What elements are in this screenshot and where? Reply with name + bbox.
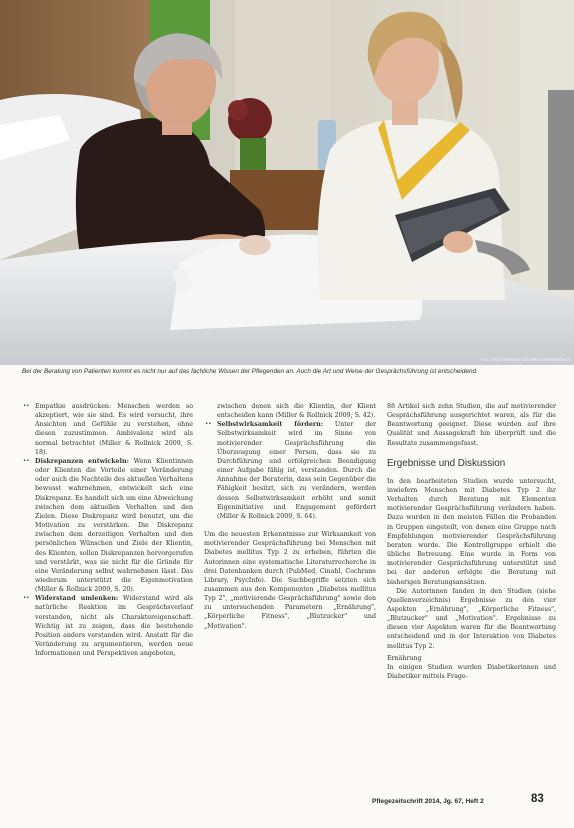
figure-caption: Bei der Beratung von Patienten kommt es nicht nur auf das fachliche Wissen der Pflegenden an. Auch die Art und Weise der Gesprächsführung ist entscheidend. bbox=[22, 368, 478, 375]
list-item-continuation: zwischen denen sich die Klientin, der Klient entscheiden kann (Miller & Rollnick 2009, S. 42). bbox=[217, 403, 376, 420]
list-item-text: Unter der Selbstwirksamkeit wird im Sinne von motivierender Gesprächsführung die Überzeugung einer Person, dass sie zu Durchführung und erfolgreichen Beendigung einer Aufgabe fähig ist, verstanden. Durch die Annahme der Beraterin, dass sein Gegenüber die Fähigkeit besitzt, sich zu verändern, werden dessen Selbstwirksamkeit erhöht und somit Eigeninitiative und Engagement gefördert (Miller & Rollnick 2009, S. 64). bbox=[217, 421, 376, 520]
list-item-term: Selbstwirksamkeit fördern: bbox=[217, 421, 324, 429]
list-item-text: Empathie ausdrücken: Menschen werden so akzeptiert, wie sie sind. Es wird versucht, ihre Ansichten und Gefühle zu verstehen, ohne diesen zuzustimmen. Ambivalenz wird als normal betrachtet (Miller & Rollnick 2009, S. 18). bbox=[35, 403, 193, 456]
text-column-3 bbox=[387, 402, 556, 681]
article-photo bbox=[0, 0, 574, 365]
list-item-text: Wenn Klientinnen oder Klienten die Vorteile einer Veränderung oder auch die Nachteile des aktuellen Verhaltens bewusst wahrnehmen, entwickelt sich eine Diskrepanz. Es handelt sich um eine Abweichung zwischen dem aktuellen Verhalten und den Zielen. Diese Diskrepanz wird benutzt, um die Motivation zu verstärken. Die Diskrepanz zwischen dem derzeitigen Verhalten und den persönlichen Wünschen und Ziele der Klientin, des Klienten, sollen Diskrepanzen hervorgerufen und verstärkt, was sie nicht für die Gründe für eine Veränderung selbst wahrnehmen lässt. Das wiederum unterstützt die Eigenmotivation (Miller & Rollnick 2009, S. 20). bbox=[35, 457, 193, 594]
list-item bbox=[22, 594, 193, 658]
list-item bbox=[22, 402, 193, 457]
body-paragraph: In den bearbeiteten Studien wurde untersucht, inwiefern Menschen mit Diabetes Typ 2 ihr Verhalten durch Beratung mit Elementen motivierender Gesprächsführung verändern haben. Dazu wurden in den meisten Fällen die Probanden in Gruppen eingeteilt, von denen eine Gruppe nach Empfehlungen motivierender Gesprächsführung beraten wurde. Die Kontrollgruppe erhielt die übliche Betreuung. Eine wurde in Form von motivierender Gesprächsführung unterstützt und bei der anderen erfolgte die Beratung mit bisherigen Beratungsansätzen. bbox=[387, 477, 556, 586]
subsection-heading: Ernährung bbox=[387, 654, 422, 662]
body-paragraph: In einigen Studien wurden Diabetikerinnen und Diabetiker mittels Frage- bbox=[387, 663, 556, 681]
page-number: 83 bbox=[531, 793, 544, 805]
list-item-term: Diskrepanzen entwickeln: bbox=[35, 457, 129, 465]
body-paragraph: Um die neuesten Erkenntnisse zur Wirksamkeit von motivierender Gesprächsführung bei Menschen mit Diabetes mellitus Typ 2 zu erheben, führten die Autorinnen eine systematische Literaturrecherche in drei Datenbanken durch (PubMed, Cinahl, Cochrane Library, PsycInfo). Die Suchbegriffe setzten sich zusammen aus den Komponenten „Diabetes mellitus Typ 2", „motivierende Gesprächsführung" sowie den zu untersuchenden Parametern „Ernährung", „Körperliche Fitness", „Blutzucker" und „Motivation". bbox=[204, 531, 376, 630]
list-item bbox=[22, 457, 193, 594]
bullet-icon: •• bbox=[205, 421, 212, 428]
photo-credit: Foto: Rolf Wollmann/JEUNESSE/Mediahaus bbox=[481, 357, 570, 362]
list-item-text: Widerstand wird als natürliche Reaktion im Gesprächsverlauf verstanden, nicht als Charaktereigenschaft. Wichtig ist zu zeigen, dass die bestehende Position anders verstanden wird. Anstatt für die Veränderung zu argumentieren, werden neue Informationen und Perspektiven angeboten, bbox=[35, 595, 193, 658]
bullet-icon: •• bbox=[23, 595, 30, 602]
text-column-2 bbox=[204, 402, 376, 631]
list-item bbox=[204, 420, 376, 521]
text-column-1 bbox=[22, 402, 193, 658]
bullet-icon: •• bbox=[23, 403, 30, 409]
section-heading: Ergebnisse und Diskussion bbox=[387, 457, 506, 469]
journal-reference: Pflegezeitschrift 2014, Jg. 67, Heft 2 bbox=[372, 798, 484, 805]
bullet-icon: •• bbox=[23, 457, 30, 464]
body-paragraph: 88 Artikel sich zehn Studien, die auf motivierender Gesprächsführung ausgerichtet waren, als für die Beantwortung geeignet. Diese wurden auf ihre Qualität und Aussagekraft hin überprüft und die Resultate zusammengefasst. bbox=[387, 403, 556, 447]
body-paragraph: Die Autorinnen fanden in den Studien (siehe Quellenverzeichnis) Ergebnisse zu den vier Aspekten „Ernährung", „Körperliche Fitness", „Blutzucker" und „Motivation". Ergebnisse zu diesen vier Aspekten waren für die Beantwortung entscheidend und in der Interaktion von Diabetes mellitus Typ 2. bbox=[387, 587, 556, 650]
hospital-consultation-illustration bbox=[0, 0, 574, 365]
list-item-term: Widerstand umlenken: bbox=[35, 595, 119, 603]
